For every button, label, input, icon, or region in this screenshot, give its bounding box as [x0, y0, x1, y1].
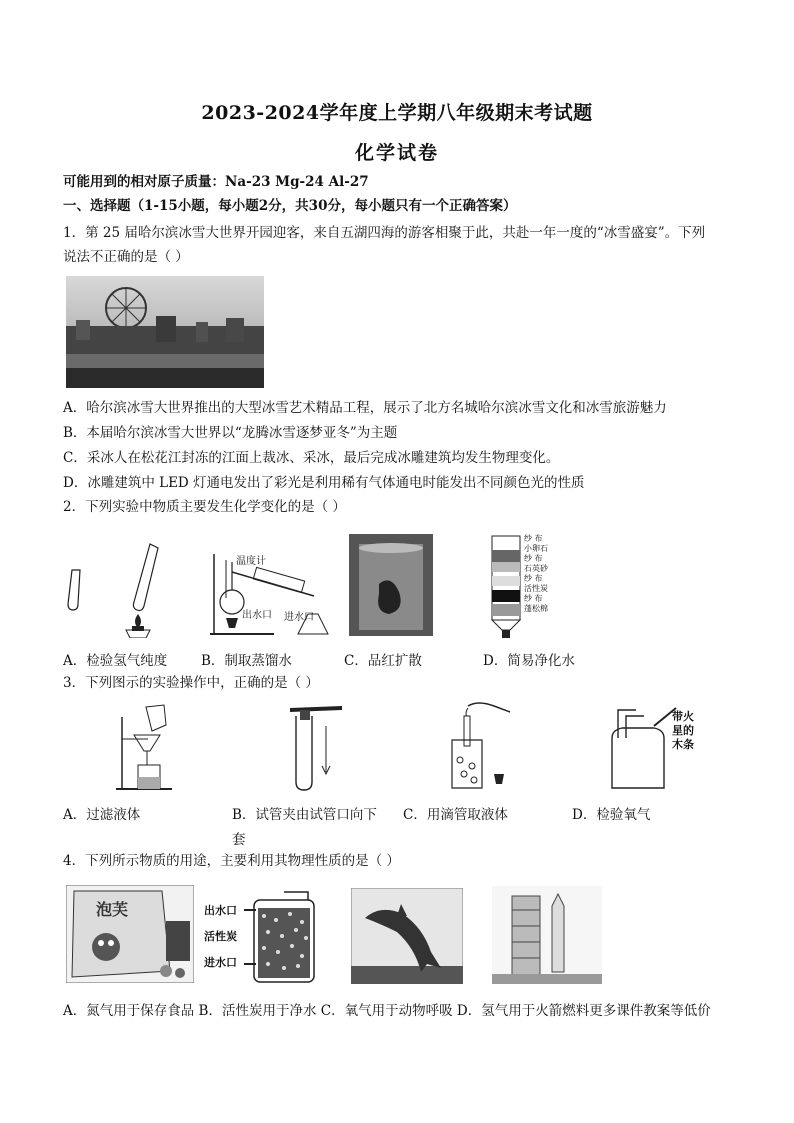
splint-label: 木条 [672, 738, 694, 751]
q1-option-c: C．采冰人在松花江封冻的江面上裁冰、采冰，最后完成冰雕建筑均发生物理变化。 [63, 450, 560, 466]
dye-diffusion-photo [349, 534, 433, 636]
outlet-label: 出水口 [242, 610, 272, 621]
q1-option-b: B．本届哈尔滨冰雪大世界以“龙腾冰雪逐梦亚冬”为主题 [63, 425, 398, 441]
q1-option-d: D．冰雕建筑中 LED 灯通电发出了彩光是利用稀有气体通电时能发出不同颜色光的性质 [63, 475, 585, 491]
filter-layer-label: 石英砂 [524, 564, 548, 573]
dolphin-photo [351, 888, 463, 984]
q1-stem-line2: 说法不正确的是（ ） [63, 249, 189, 265]
oxygen-test-figure [604, 698, 704, 792]
q3-option-a: A．过滤液体 [63, 807, 141, 823]
q4-options-line: A．氮气用于保存食品 B．活性炭用于净水 C．氧气用于动物呼吸 D．氢气用于火箭燃料更多课件教案等低价 [63, 1003, 711, 1019]
q3-option-c: C．用滴管取液体 [403, 807, 508, 823]
q3-option-b-continued: 套 [232, 832, 246, 848]
hydrogen-purity-test-figure [62, 538, 182, 638]
q2-option-c: C．品红扩散 [344, 653, 422, 669]
inlet-label: 进水口 [284, 612, 314, 623]
filter-layer-label: 小卵石 [524, 544, 548, 553]
q2-option-d: D．简易净化水 [483, 653, 575, 669]
dropper-figure [438, 700, 512, 792]
filter-inlet-label: 进水口 [204, 956, 237, 969]
q2-option-a: A．检验氢气纯度 [63, 653, 168, 669]
section1-heading: 一、选择题（1-15小题，每小题2分，共30分，每小题只有一个正确答案） [63, 198, 517, 214]
filter-layer-label: 蓬松棉 [524, 604, 548, 613]
splint-label: 星的 [672, 724, 694, 737]
q3-option-b: B．试管夹由试管口向下 [232, 807, 377, 823]
q2-stem: 2．下列实验中物质主要发生化学变化的是（ ） [63, 499, 346, 515]
rocket-launch-photo [492, 886, 602, 984]
filter-layer-label: 活性炭 [524, 584, 548, 593]
filter-outlet-label: 出水口 [204, 904, 237, 917]
page-title: 2023-2024学年度上学期八年级期末考试题 [201, 102, 593, 124]
snack-bag-text: 泡芙 [96, 900, 129, 919]
test-tube-clamp-figure [286, 702, 348, 792]
water-filter-figure [488, 530, 584, 640]
atomic-mass-line: 可能用到的相对原子质量：Na-23 Mg-24 Al-27 [63, 174, 369, 190]
activated-carbon-filter-figure [204, 888, 320, 984]
ice-world-photo [66, 276, 264, 388]
q3-stem: 3．下列图示的实验操作中，正确的是（ ） [63, 675, 319, 691]
q2-option-b: B．制取蒸馏水 [201, 653, 292, 669]
filter-layer-label: 纱 布 [524, 534, 543, 543]
q1-stem-line1: 1．第 25 届哈尔滨冰雪大世界开园迎客，来自五湖四海的游客相聚于此，共赴一年一度的“冰雪盛宴”。下列 [63, 225, 706, 241]
page-subtitle: 化学试卷 [354, 142, 439, 164]
distillation-figure [204, 548, 338, 638]
q4-stem: 4．下列所示物质的用途，主要利用其物理性质的是（ ） [63, 853, 400, 869]
snack-bag-photo [66, 885, 194, 983]
filter-layer-label: 纱 布 [524, 554, 543, 563]
thermometer-label: 温度计 [236, 556, 266, 567]
splint-label: 带火 [672, 710, 694, 723]
filtration-figure [112, 703, 176, 791]
filter-carbon-label: 活性炭 [204, 930, 237, 943]
filter-layer-label: 纱 布 [524, 574, 543, 583]
filter-layer-label: 纱 布 [524, 594, 543, 603]
q1-option-a: A．哈尔滨冰雪大世界推出的大型冰雪艺术精品工程，展示了北方名城哈尔滨冰雪文化和冰雪旅游魅力 [63, 400, 667, 416]
q3-option-d: D．检验氧气 [572, 807, 651, 823]
